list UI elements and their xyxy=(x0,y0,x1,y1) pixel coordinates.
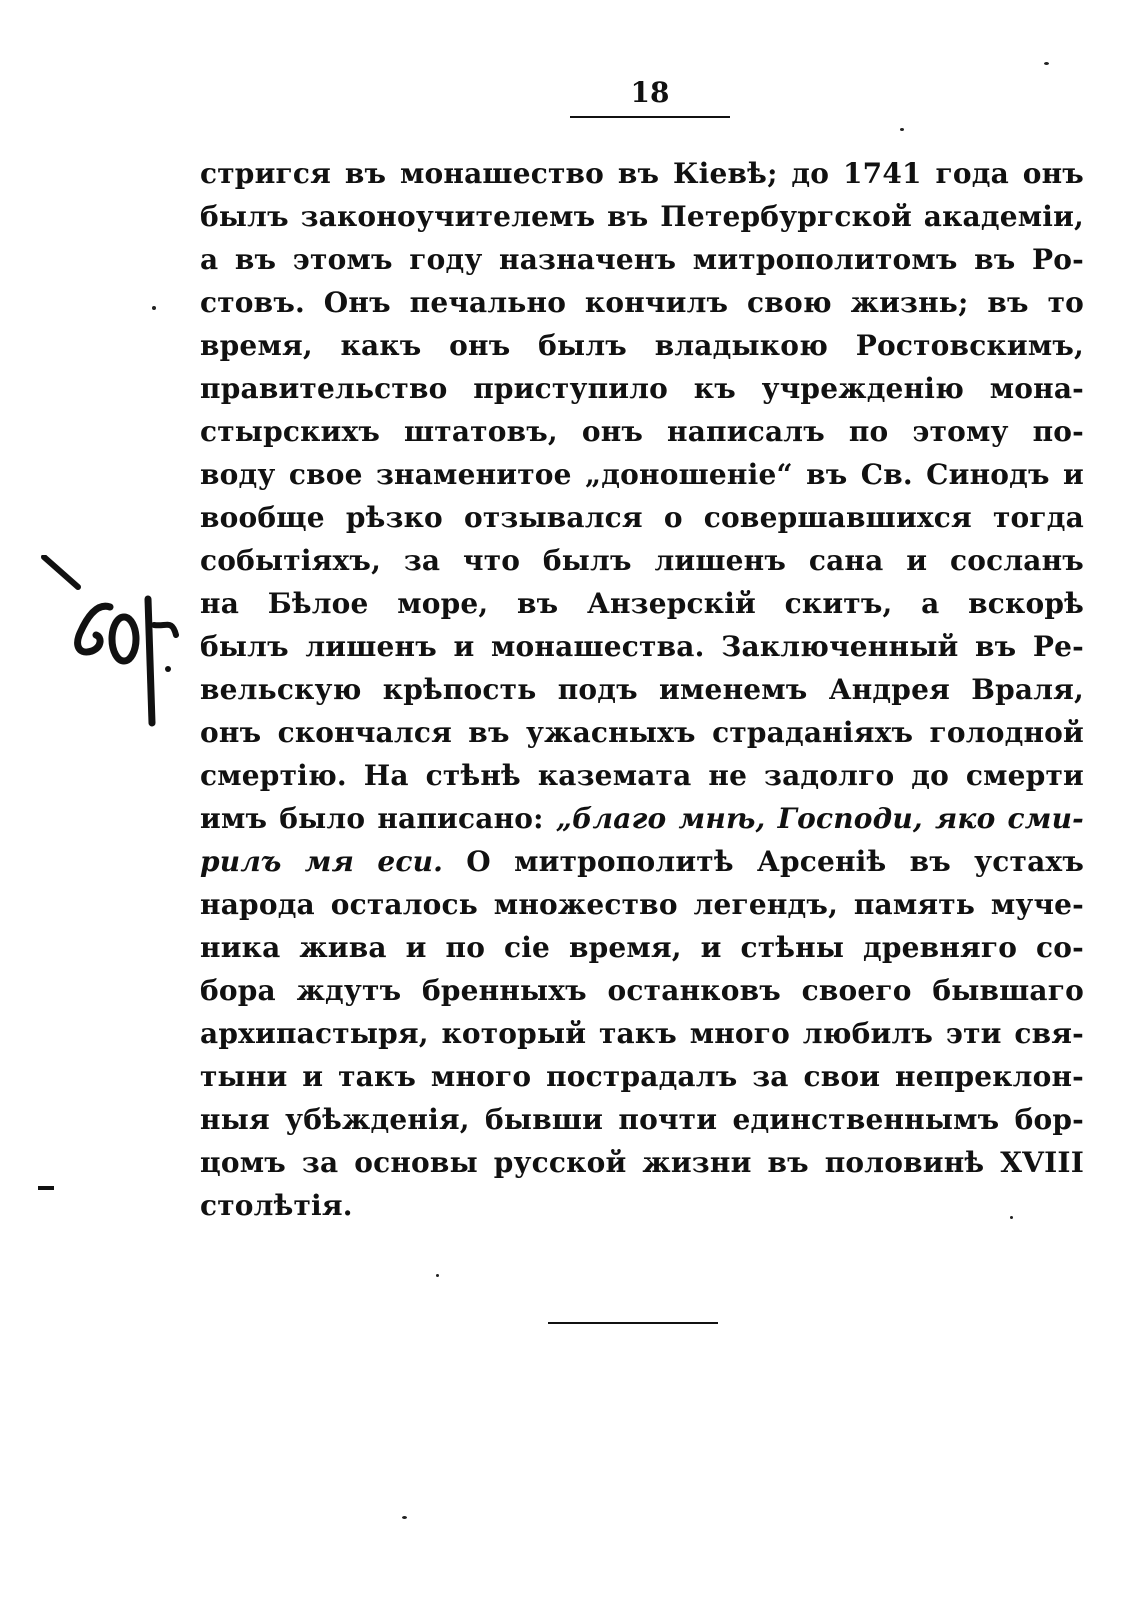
text-run: вельскую крѣпость подъ именемъ Андрея Враля, xyxy=(200,673,1084,706)
text-run: стырскихъ штатовъ, онъ написалъ по этому по- xyxy=(200,415,1084,448)
text-run: бора ждутъ бренныхъ останковъ своего бывшаго xyxy=(200,974,1084,1007)
text-run: время, какъ онъ былъ владыкою Ростовскимъ, xyxy=(200,329,1084,362)
text-line xyxy=(200,539,1084,582)
text-line xyxy=(200,1055,1084,1098)
italic-quote: „благо мнѣ, Господи, яко сми- xyxy=(555,802,1085,835)
text-run: смертію. На стѣнѣ каземата не задолго до смерти xyxy=(200,759,1084,792)
text-run: событіяхъ, за что былъ лишенъ сана и сосланъ xyxy=(200,544,1084,577)
speck xyxy=(402,1516,407,1519)
text-line xyxy=(200,453,1084,496)
handwritten-margin-mark xyxy=(40,555,200,755)
text-run: столѣтія. xyxy=(200,1189,353,1222)
text-line xyxy=(200,195,1084,238)
page-number: 18 xyxy=(630,76,670,109)
text-line xyxy=(200,883,1084,926)
text-run: архипастыря, который такъ много любилъ эти свя- xyxy=(200,1017,1084,1050)
text-run: имъ было написано: xyxy=(200,802,556,835)
text-line xyxy=(200,754,1084,797)
text-line xyxy=(200,367,1084,410)
top-rule xyxy=(570,116,730,118)
text-run: воду свое знаменитое „доношеніе“ въ Св. Синодъ и xyxy=(200,458,1084,491)
text-line xyxy=(200,926,1084,969)
text-line xyxy=(200,1098,1084,1141)
text-line xyxy=(200,496,1084,539)
body-text xyxy=(200,152,1084,1227)
text-run: ныя убѣжденія, бывши почти единственнымъ бор- xyxy=(200,1103,1084,1136)
text-line xyxy=(200,582,1084,625)
text-line xyxy=(200,797,1084,840)
text-line xyxy=(200,668,1084,711)
speck xyxy=(1044,62,1049,65)
text-run: цомъ за основы русской жизни въ половинѣ XVIII xyxy=(200,1146,1084,1179)
text-line xyxy=(200,969,1084,1012)
text-run: вообще рѣзко отзывался о совершавшихся тогда xyxy=(200,501,1084,534)
text-run: на Бѣлое море, въ Анзерскій скитъ, а вскорѣ xyxy=(200,587,1084,620)
text-run: стригся въ монашество въ Кіевѣ; до 1741 года онъ xyxy=(200,157,1084,190)
text-line xyxy=(200,410,1084,453)
text-line xyxy=(200,324,1084,367)
text-line xyxy=(200,711,1084,754)
text-run: онъ скончался въ ужасныхъ страданіяхъ голодной xyxy=(200,716,1084,749)
speck xyxy=(900,128,904,131)
speck xyxy=(436,1274,439,1277)
italic-quote: рилъ мя еси. xyxy=(200,845,444,878)
text-run: а въ этомъ году назначенъ митрополитомъ въ Ро- xyxy=(200,243,1084,276)
text-run: народа осталось множество легендъ, память муче- xyxy=(200,888,1084,921)
text-line xyxy=(200,1184,1084,1227)
text-line xyxy=(200,152,1084,195)
text-run: тыни и такъ много пострадалъ за свои непреклон- xyxy=(200,1060,1084,1093)
text-run: О митрополитѣ Арсеніѣ въ устахъ xyxy=(443,845,1084,878)
text-run: былъ законоучителемъ въ Петербургской академіи, xyxy=(200,200,1084,233)
text-line xyxy=(200,625,1084,668)
text-run: былъ лишенъ и монашества. Заключенный въ Ре- xyxy=(200,630,1084,663)
text-line xyxy=(200,281,1084,324)
text-run: ника жива и по сіе время, и стѣны древняго со- xyxy=(200,931,1084,964)
text-line xyxy=(200,238,1084,281)
text-line xyxy=(200,1012,1084,1055)
margin-dash xyxy=(38,1186,54,1190)
speck xyxy=(152,306,156,310)
text-line xyxy=(200,840,1084,883)
text-run: правительство приступило къ учрежденію мона- xyxy=(200,372,1084,405)
speck xyxy=(1010,1216,1013,1219)
text-line xyxy=(200,1141,1084,1184)
bottom-rule xyxy=(548,1322,718,1324)
text-run: стовъ. Онъ печально кончилъ свою жизнь; въ то xyxy=(200,286,1084,319)
